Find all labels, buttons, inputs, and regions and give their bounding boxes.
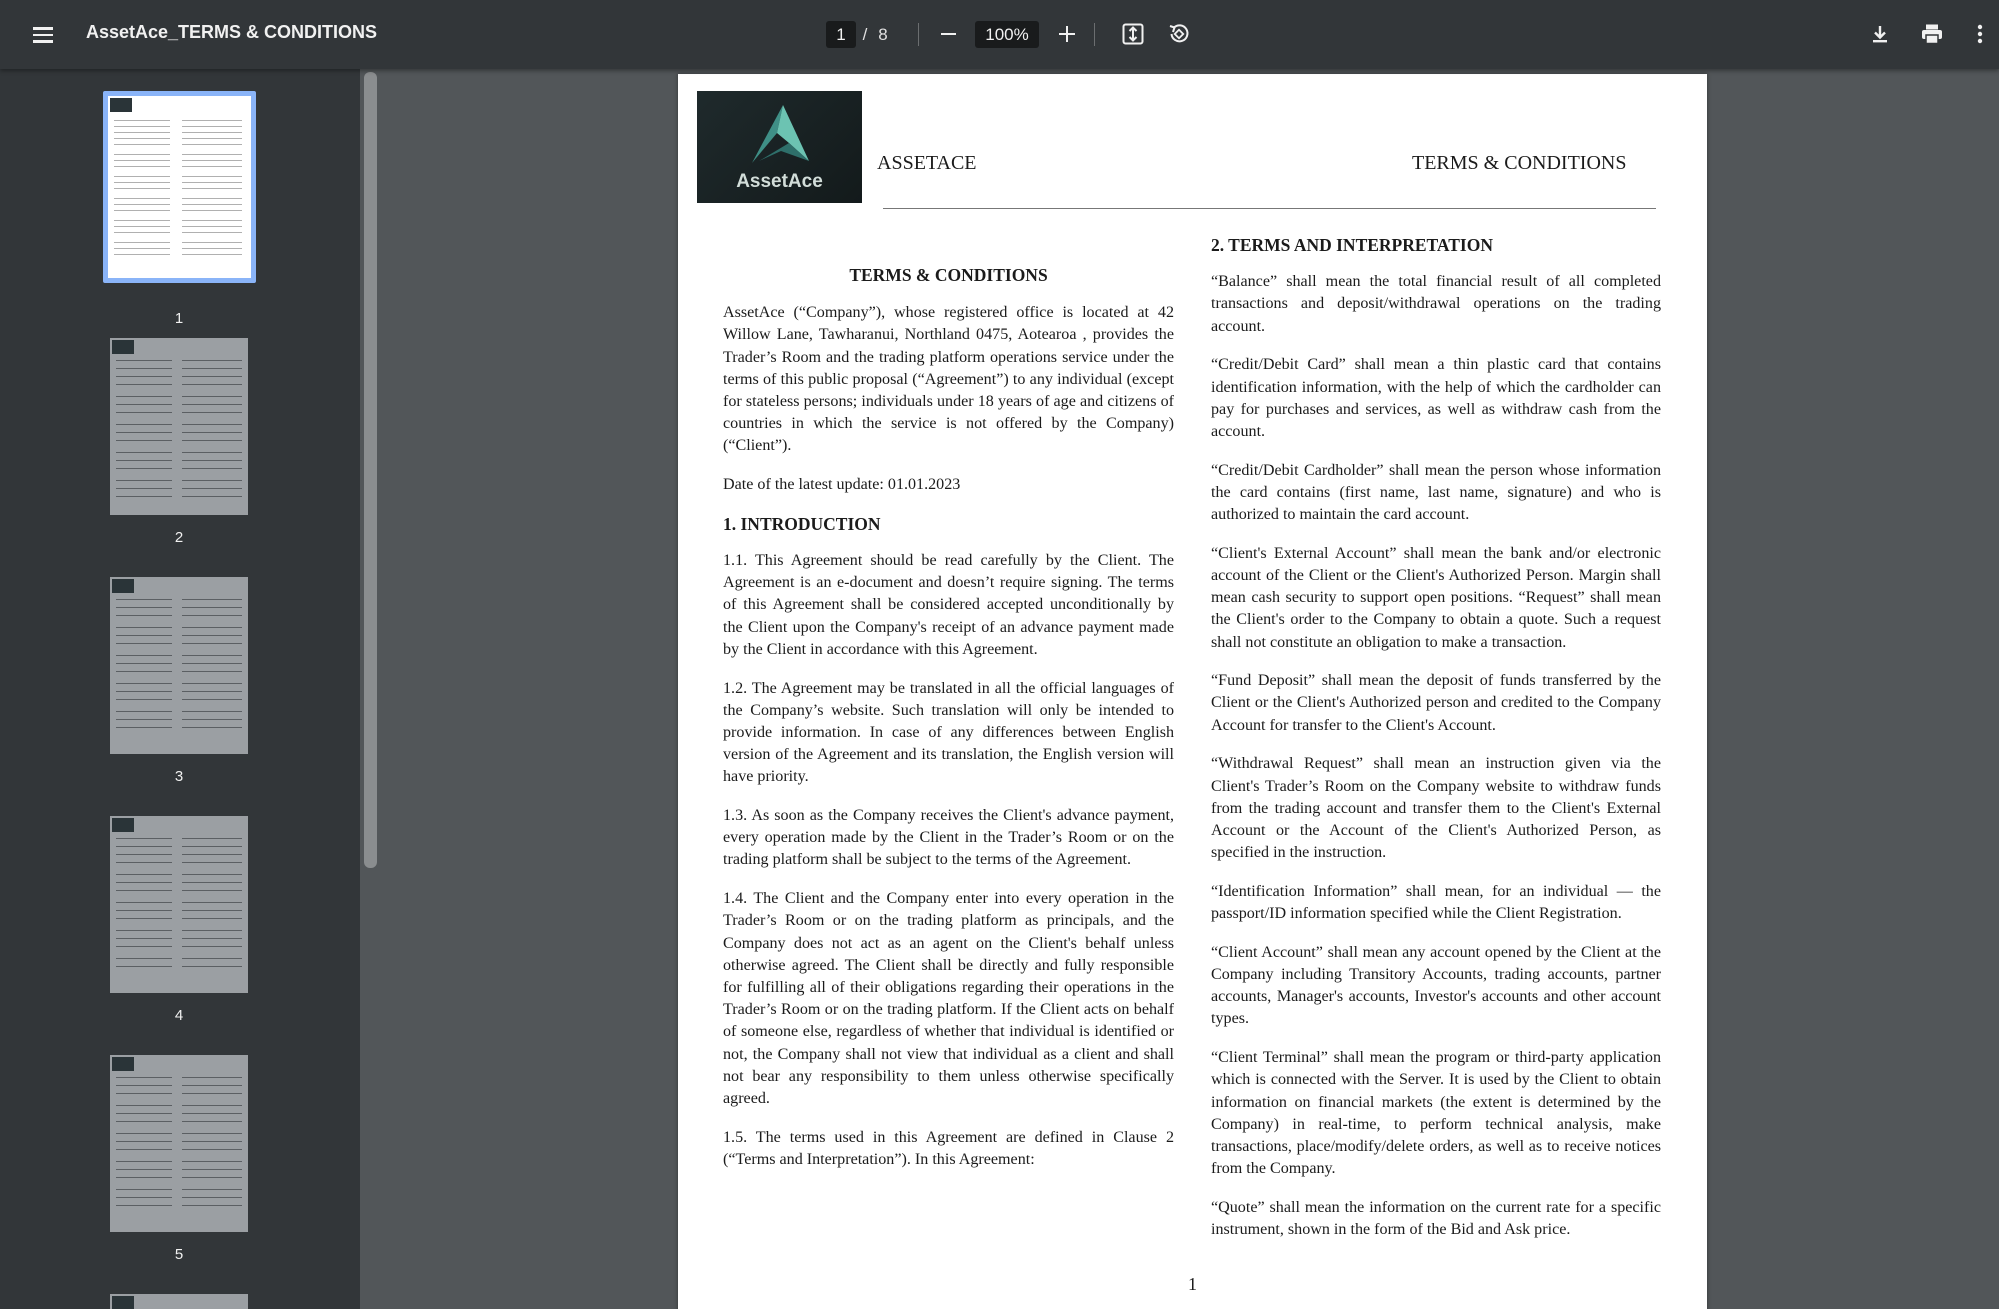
page-total: 8 — [878, 24, 888, 44]
section-heading: 2. TERMS AND INTERPRETATION — [1211, 235, 1493, 255]
more-options-button[interactable] — [1962, 16, 1998, 52]
intro-paragraph: AssetAce (“Company”), whose registered office is located at 42 Willow Lane, Tawharanui, Northland 0475, Aotearoa , provides the Trader’s Room and the trading platform operations service under the terms of this public proposal (“Agreement”) to any individual (except for stateless persons; individuals under 18 years of age and citizens of countries in which the service is not offered by the Company) (“Client”). — [723, 304, 1174, 455]
definition-paragraph: “Client Account” shall mean any account opened by the Client at the Company including Transitory Accounts, trading accounts, partner accounts, Manager's accounts, Investor's accounts and other account types. — [1211, 943, 1661, 1028]
clause-paragraph: 1.5. The terms used in this Agreement are defined in Clause 2 (“Terms and Interpretation”). In this Agreement: — [723, 1128, 1174, 1168]
document-title: TERMS & CONDITIONS — [849, 265, 1048, 285]
sidebar-scrollbar[interactable] — [364, 72, 377, 868]
definition-paragraph: “Quote” shall mean the information on the current rate for a specific instrument, shown in the form of the Bid and Ask price. — [1211, 1198, 1661, 1239]
thumbnail-label: 3 — [174, 768, 184, 785]
thumbnail-preview — [110, 577, 248, 754]
thumbnail-preview — [108, 96, 251, 278]
page-number: 1 — [1188, 1274, 1197, 1294]
toolbar — [0, 0, 1999, 69]
rotate-button[interactable] — [1161, 16, 1197, 52]
document-title: AssetAce_TERMS & CONDITIONS — [86, 22, 378, 42]
left-column — [723, 264, 1174, 1188]
document-page — [678, 74, 1707, 1309]
logo-mark-icon — [697, 91, 862, 171]
definition-paragraph: “Credit/Debit Cardholder” shall mean the person whose information the card contains (first name, last name, signature) and who is authorized to maintain the card account. — [1211, 461, 1661, 524]
definition-paragraph: “Identification Information” shall mean, for an individual — the passport/ID information specified while the Client Registration. — [1211, 882, 1661, 923]
thumbnail-label: 1 — [174, 310, 184, 327]
print-button[interactable] — [1914, 16, 1950, 52]
page-separator: / — [862, 24, 868, 44]
update-date: Date of the latest update: 01.01.2023 — [723, 476, 961, 494]
download-icon — [1869, 23, 1891, 45]
logo-text: AssetAce — [736, 171, 823, 192]
header-company-name: ASSETACE — [877, 152, 977, 174]
more-options-icon — [1976, 23, 1984, 45]
thumbnail-sidebar — [0, 69, 360, 1309]
definition-paragraph: “Fund Deposit” shall mean the deposit of funds transferred by the Client or the Client's Authorized person and credited to the Company Account for transfer to the Client's Account. — [1211, 672, 1661, 734]
page-number-input[interactable]: 1 — [826, 21, 856, 48]
definition-paragraph: “Balance” shall mean the total financial result of all completed transactions and deposit/withdrawal operations on the trading account. — [1211, 273, 1661, 335]
company-logo — [697, 91, 862, 203]
clause-paragraph: 1.1. This Agreement should be read carefully by the Client. The Agreement is an e-document and doesn’t require signing. The terms of this Agreement shall be considered accepted unconditionally by the Client upon the Company's receipt of an advance payment made by the Client in accordance with this Agreement. — [723, 552, 1174, 658]
zoom-in-button[interactable] — [1049, 16, 1085, 52]
clause-paragraph: 1.4. The Client and the Company enter into every operation in the Trader’s Room or on the trading platform as principals, and the Company does not act as an agent on the Client's behalf unless otherwise agreed. The Client shall be directly and fully responsible for fulfilling all of their obligations regarding their operations in the Trader’s Room or on the trading platform. If the Client acts on behalf of someone else, regardless of whether that individual is identified or not, the Company shall not view that individual as a client and shall not bear any responsibility to them unless otherwise specifically agreed. — [723, 890, 1174, 1107]
menu-icon — [33, 25, 53, 45]
clause-paragraph: 1.2. The Agreement may be translated in all the official languages of the Company’s website. Such translation will only be intended to provide information. In case of any differences between English version of the Agreement and its translation, the English version will have priority. — [723, 679, 1174, 786]
definition-paragraph: “Client's External Account” shall mean the bank and/or electronic account of the Client or the Client's Authorized Person. Margin shall mean cash security to support open positions. “Request” shall mean the Client's order to the Company to obtain a quote. Such a request shall not constitute an obligation to make a transaction. — [1211, 544, 1661, 651]
definition-paragraph: “Credit/Debit Card” shall mean a thin plastic card that contains identification information, with the help of which the cardholder can pay for purchases and services, as well as withdraw cash from the account. — [1211, 356, 1661, 440]
print-icon — [1920, 22, 1944, 46]
toolbar-divider — [918, 23, 919, 46]
thumbnail-label: 4 — [174, 1007, 184, 1024]
thumbnail-label: 5 — [174, 1246, 184, 1263]
header-rule — [883, 208, 1656, 209]
clause-paragraph: 1.3. As soon as the Company receives the Client's advance payment, every operation made by the Client in the Trader’s Room or on the trading platform shall be subject to the terms of the Agreement. — [723, 807, 1174, 869]
thumbnail-preview — [110, 816, 248, 993]
thumbnail-preview — [110, 338, 248, 515]
thumbnail-preview — [110, 1055, 248, 1232]
zoom-out-button[interactable] — [930, 16, 966, 52]
thumbnail-preview — [110, 1294, 248, 1309]
download-button[interactable] — [1862, 16, 1898, 52]
section-heading: 1. INTRODUCTION — [723, 513, 881, 534]
fit-to-page-button[interactable] — [1115, 16, 1151, 52]
thumbnail-label: 2 — [174, 529, 184, 546]
rotate-icon — [1167, 22, 1191, 46]
definition-paragraph: “Withdrawal Request” shall mean an instruction given via the Client's Trader’s Room on the Company website to withdraw funds from the trading account and transfer them to the Client's External Account or the Account of the Client's Authorized Person, as specified in the instruction. — [1211, 755, 1661, 862]
header-document-title: TERMS & CONDITIONS — [1412, 152, 1627, 174]
fit-to-page-icon — [1121, 22, 1145, 46]
zoom-out-icon — [941, 33, 956, 35]
menu-button[interactable] — [22, 14, 64, 56]
toolbar-divider — [1094, 23, 1095, 46]
zoom-level-input[interactable]: 100% — [975, 21, 1039, 48]
right-column — [1211, 234, 1661, 1258]
definition-paragraph: “Client Terminal” shall mean the program or third-party application which is connected with the Server. It is used by the Client to obtain information on financial markets (the extent is determined by the Company) in real-time, to perform technical analysis, make transactions, place/modify/delete orders, as well as to receive notices from the Company. — [1211, 1049, 1661, 1178]
